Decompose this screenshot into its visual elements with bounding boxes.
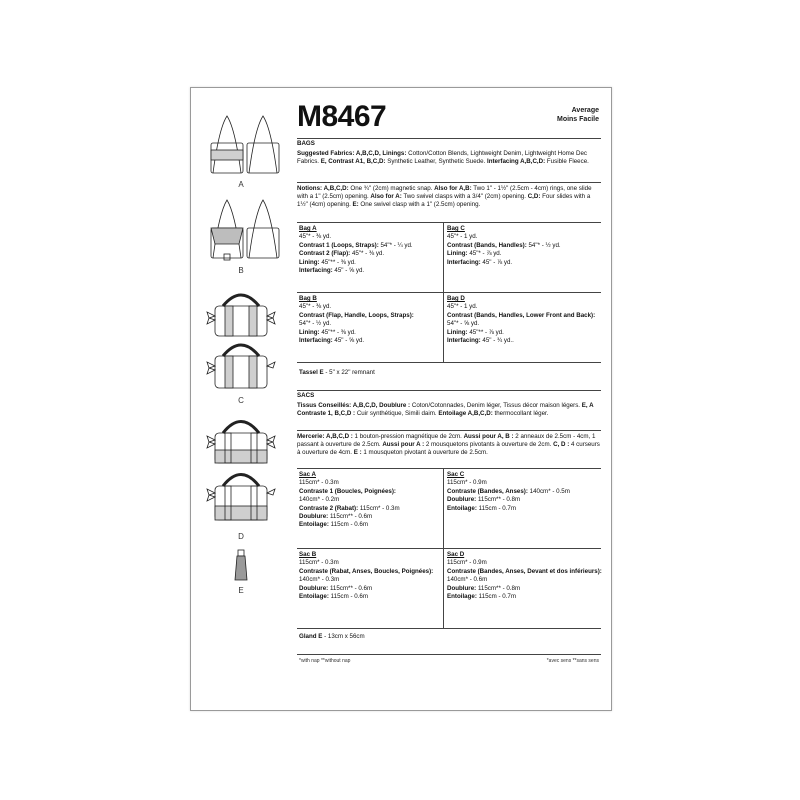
- bag-c-main: 45"* - 1 yd.: [447, 233, 478, 241]
- divider: [297, 628, 601, 629]
- divider: [297, 292, 601, 293]
- view-label-a: A: [238, 180, 244, 189]
- fabrics-label-2: E, Contrast A1, B,C,D:: [320, 158, 386, 165]
- sac-c-title: Sac C: [447, 471, 465, 478]
- fabrics-label: Suggested Fabrics: A,B,C,D, Linings:: [297, 150, 407, 157]
- bag-a-yardage: [299, 225, 441, 275]
- pattern-sheet: [190, 87, 612, 711]
- bag-d-interfacing: Interfacing: 45" - ¾ yd..: [447, 337, 514, 345]
- bag-c-interfacing: Interfacing: 45" - ⅞ yd.: [447, 258, 513, 266]
- notions-label-2: Also for A,B:: [434, 185, 472, 192]
- difficulty-en: Average: [571, 107, 599, 114]
- notions-label-3: Also for A:: [370, 193, 402, 200]
- notions-text-4: Four slides with a 1½" (4cm) opening.: [297, 193, 591, 208]
- footnote-fr: *avec sens **sans sens: [546, 658, 599, 664]
- bag-a-interfacing: Interfacing: 45" - ⅝ yd.: [299, 267, 365, 275]
- bag-c-title: Bag C: [447, 225, 465, 232]
- bag-a-contrast1: Contrast 1 (Loops, Straps): 54"* - ¼ yd.: [299, 241, 413, 249]
- bag-b-contrast: Contrast (Flap, Handle, Loops, Straps):: [299, 311, 414, 319]
- bag-b-contrast-amount: 54"* - ½ yd.: [299, 320, 332, 328]
- sac-a-title: Sac A: [299, 471, 316, 478]
- bag-a-title: Bag A: [299, 225, 317, 232]
- divider: [297, 362, 601, 363]
- bag-b-interfacing: Interfacing: 45" - ⅝ yd.: [299, 337, 365, 345]
- notions-en: [297, 185, 601, 209]
- bag-c-contrast: Contrast (Bands, Handles): 54"* - ½ yd.: [447, 241, 561, 249]
- view-c-drawing: [207, 295, 275, 388]
- fabrics-label-3: Interfacing A,B,C,D:: [486, 158, 546, 165]
- fabrics-fr: Tissus Conseillés: A,B,C,D, Doublure : Coton/Cotonnades, Denim léger, Tissus décor maison légers. E, A Contraste 1, B,C,D : Cuir synthétique, Simili daim. Entoilage A,B,C,D: thermocollant léger.: [297, 402, 594, 417]
- divider: [297, 430, 601, 431]
- bag-b-title: Bag B: [299, 295, 317, 302]
- notions-text-3: Two swivel clasps with a 3/4" (2cm) opening.: [401, 193, 528, 200]
- sac-b-metrage: Sac B 115cm* - 0.3m Contraste (Rabat, Anses, Boucles, Poignées): 140cm* - 0.3m Doublure: 115cm** - 0.6m Entoilage: 115cm - 0.6m: [299, 551, 441, 601]
- bag-d-contrast: Contrast (Bands, Handles, Lower Front and Back): 54"* - ⅝ yd.: [447, 311, 596, 328]
- notions-label: Notions: A,B,C,D:: [297, 185, 349, 192]
- view-label-b: B: [238, 266, 244, 275]
- difficulty-fr: Moins Facile: [556, 116, 599, 123]
- notions-fr: Mercerie: A,B,C,D : 1 bouton-pression magnétique de 2cm. Aussi pour A, B : 2 anneaux de 2.5cm - 4cm, 1 passant à ouverture de 2.5cm. Aussi pour A : 2 mousquetons pivotants à ouverture de 2cm. C, D : 4 curseurs à ouverture de 4cm. E : 1 mousqueton pivotant à ouverture de 2.5cm.: [297, 433, 600, 456]
- bag-c-yardage: [447, 225, 603, 267]
- bag-d-yardage: [447, 295, 603, 345]
- divider: [297, 548, 601, 549]
- pattern-number: M8467: [297, 100, 387, 133]
- sac-c-metrage: Sac C 115cm* - 0.9m Contraste (Bandes, Anses): 140cm* - 0.5m Doublure: 115cm** - 0.8m Entoilage: 115cm - 0.7m: [447, 471, 603, 513]
- notions-text: One ¾" (2cm) magnetic snap.: [348, 185, 435, 192]
- divider: [297, 468, 601, 469]
- view-e-drawing: [235, 550, 247, 580]
- divider: [297, 182, 601, 183]
- sac-d-title: Sac D: [447, 551, 465, 558]
- bag-d-main: 45"* - 1 yd.: [447, 303, 478, 311]
- bag-c-lining: Lining: 45"* - ⅞ yd.: [447, 250, 502, 258]
- bag-a-contrast2: Contrast 2 (Flap): 45"* - ⅜ yd.: [299, 250, 385, 258]
- notions-label-4: C,D:: [527, 193, 541, 200]
- bag-d-lining: Lining: 45"** - ⅞ yd.: [447, 328, 504, 336]
- view-a-drawing: [211, 116, 279, 173]
- sac-b-title: Sac B: [299, 551, 317, 558]
- divider: [297, 390, 601, 391]
- fabrics-text: Cotton/Cotton Blends, Lightweight Denim, Lightweight Home Dec Fabrics.: [297, 150, 588, 165]
- view-b-drawing: [211, 200, 279, 260]
- view-illustrations: [191, 88, 291, 712]
- bag-d-title: Bag D: [447, 295, 465, 302]
- view-label-c: C: [238, 396, 244, 405]
- notions-text-2: Two 1" - 1½" (2.5cm - 4cm) rings, one slide with a 1" (2.5cm) opening.: [297, 185, 592, 200]
- divider: [297, 654, 601, 655]
- tassel-e-en: Tassel E - 5" x 22" remnant: [299, 369, 375, 376]
- bag-b-yardage: [299, 295, 441, 345]
- divider: [297, 138, 601, 139]
- bag-a-main: 45"* - ⅜ yd.: [299, 233, 332, 241]
- fabrics-text-2: Synthetic Leather, Synthetic Suede.: [385, 158, 487, 165]
- fabrics-text-3: Fusible Fleece.: [545, 158, 589, 165]
- difficulty-level: [557, 106, 599, 124]
- footnote-en: *with nap **without nap: [299, 658, 351, 664]
- divider: [297, 222, 601, 223]
- bag-a-lining: Lining: 45"** - ⅜ yd.: [299, 258, 356, 266]
- notions-text-5: One swivel clasp with a 1" (2.5cm) opening.: [358, 201, 481, 208]
- fabrics-en: [297, 150, 601, 166]
- section-heading-fr: SACS: [297, 392, 315, 399]
- section-heading-en: BAGS: [297, 140, 315, 147]
- gland-e-fr: Gland E - 13cm x 56cm: [299, 633, 365, 640]
- bag-b-main: 45"* - ⅜ yd.: [299, 303, 332, 311]
- bag-b-lining: Lining: 45"** - ⅜ yd.: [299, 328, 356, 336]
- notions-label-5: E:: [352, 201, 359, 208]
- sac-d-metrage: Sac D 115cm* - 0.9m Contraste (Bandes, Anses, Devant et dos inférieurs): 140cm* - 0.6m Doublure: 115cm** - 0.8m Entoilage: 115cm - 0.7m: [447, 551, 602, 601]
- view-d-drawing: [207, 422, 275, 521]
- sac-a-metrage: Sac A 115cm* - 0.3m Contraste 1 (Boucles, Poignées): 140cm* - 0.2m Contraste 2 (Rabat): 115cm* - 0.3m Doublure: 115cm** - 0.6m Entoilage: 115cm - 0.6m: [299, 471, 441, 530]
- view-label-d: D: [238, 532, 244, 541]
- view-label-e: E: [238, 586, 244, 595]
